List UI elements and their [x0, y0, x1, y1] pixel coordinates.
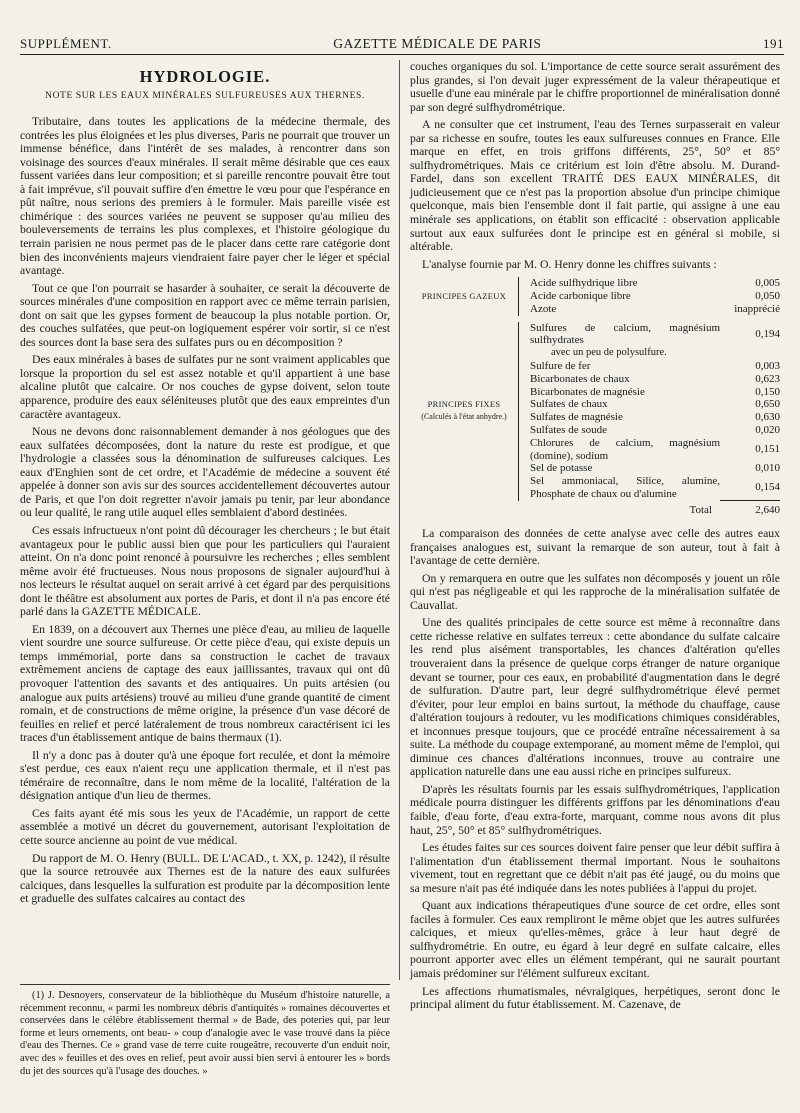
analysis-row-name: Sulfates de soude	[530, 423, 607, 436]
paragraph: En 1839, on a découvert aux Thernes une pièce d'eau, au milieu de laquelle vient sourdre une source sulfureuse. Or cette pièce d'eau, qui existe depuis un temps immémorial, porte dans sa construction le cachet de travaux extrêmement anciens de captage des eaux jaillissantes, travaux qui ont dû provoquer l'attention des savants et des antiquaires. Un puits artésien (ou analogue aux puits artésiens) trouvé au milieu d'une grande quantité de ciment romain, et de constructions de même origine, la présence d'un vase décoré de feuilles en relief et percé latéralement de trous nombreux caractérisent ici les traces d'un établissement antique de bains thermaux (1).	[20, 622, 390, 745]
analysis-row-name: Sulfures de calcium, magnésium sulfhydrates	[530, 321, 720, 347]
section-title: HYDROLOGIE.	[139, 67, 271, 86]
analysis-row-value: 0,630	[755, 411, 780, 424]
analysis-table	[410, 277, 780, 517]
analysis-row-name: Azote	[530, 302, 557, 315]
paragraph: Des eaux minérales à bases de sulfates pur ne sont vraiment applicables que lorsque la proportion du sel est assez notable et qu'il appartient à une base alcaline plutôt que calcaire. Or nos couches de gypse doivent, selon toute apparence, produire des eaux séléniteuses plutôt que des eaux empreintes d'un caractère avantageux.	[20, 353, 390, 421]
footnote-divider	[20, 984, 390, 985]
analysis-row-name: Bicarbonates de chaux	[530, 372, 630, 385]
analysis-row-value: 0,154	[755, 481, 780, 494]
footnote-text: (1) J. Desnoyers, conservateur de la bibliothèque du Muséum d'histoire naturelle, a récemment reconnu, « parmi les nombreux débris d'antiquités » romaines découvertes et conservées dans le célèbre établissement thermal » de Bade, des poteries qui, par leur forme et leurs ornements, ont beau- » coup d'analogie avec le vase trouvé dans la pièce d'eau des Thernes. Ce » grand vase de terre cuite rougeâtre, recouverte d'un enduit noir, avec des » feuilles et des oves en relief, peut avoir aussi bien servi à entourer les » bords du jet des sources qu'à l'usage des douches. »	[20, 990, 390, 1077]
paragraph: A ne consulter que cet instrument, l'eau des Ternes surpasserait en valeur par sa richesse en soufre, toutes les eaux sulfureuses connues en France. Elle marque en effet, en trois griffons différents, 25°, 50° et 85° sulfhydrométriques. Mais ce critérium est loin d'être absolu. M. Durand-Fardel, dans son excellent TRAITÉ DES EAUX MINÉRALES, dit judicieusement que ce n'est pas la proportion absolue d'un principe chimique quelconque, mais bien l'ensemble dont il fait partie, qui assigne à une eau minérale ses applications, on établit son efficacité : observation applicable surtout aux eaux sulfurées dont le principe est en général si mobile, si altérable.	[410, 118, 780, 254]
analysis-row-value: 0,623	[755, 372, 780, 385]
paragraph: Quant aux indications thérapeutiques d'une source de cet ordre, elles sont faciles à formuler. Ces eaux rempliront le même objet que les autres sulfurées calciques, et mieux qu'elles-mêmes, grâce à leur haut degré de sulfhydrométrie. En outre, eu égard à leur degré en sulfate calcaire, elles pourront apporter avec elles un élément tempérant, qui ne saurait pourtant jamais prédominer sur l'élément sulfureux excitant.	[410, 899, 780, 980]
analysis-row-value: 0,150	[755, 385, 780, 398]
header-journal-title: GAZETTE MÉDICALE DE PARIS	[333, 36, 542, 51]
left-column	[20, 60, 390, 910]
paragraph: On y remarquera en outre que les sulfates non décomposés y jouent un rôle qui n'est pas négligeable et qui les rapproche de la minéralisation sulfatée de Cauvallat.	[410, 571, 780, 612]
analysis-row-value: 0,650	[755, 398, 780, 411]
paragraph: Ces essais infructueux n'ont point dû décourager les chercheurs ; le but était avantageux pour le public aussi bien que pour les particuliers qui l'auraient atteint. On n'a donc point renoncé à poursuivre les recherches ; elles semblent même avoir été fructueuses. Nous nous proposons de signaler aujourd'hui à nos lecteurs le résultat auquel on serait arrivé à cet égard par des perquisitions dont le théâtre est absolument aux portes de Paris, et dont il n'a pas encore été parlé dans la GAZETTE MÉDICALE.	[20, 523, 390, 619]
right-column	[410, 60, 780, 1016]
brace	[519, 277, 528, 315]
analysis-row-name: avec un peu de polysulfure.	[551, 347, 667, 359]
paragraph: D'après les résultats fournis par les essais sulfhydrométriques, l'application médicale pourra distinguer les différents griffons par les dénominations d'eau faible, d'eau forte, d'eau extra-forte, marquant, comme nous avons dit plus haut, 25°, 50° et 85° sulfhydrométriques.	[410, 782, 780, 837]
analysis-row-name: Sel ammoniacal, Silice, alumine, Phosphate de chaux ou d'alumine	[530, 475, 720, 500]
analysis-row-name: Sulfure de fer	[530, 359, 591, 372]
total-value: 2,640	[720, 501, 780, 517]
analysis-row-value: 0,194	[755, 327, 780, 340]
paragraph: Nous ne devons donc raisonnablement demander à nos géologues que des eaux sulfatées décomposées, dont la nature du reste est prodigue, et que l'hydrologie a classées sous la dénomination de sulfureuses calciques. Les eaux d'Enghien sont de cet ordre, et l'Académie de médecine a souvent été appelée à donner son avis sur des sources accidentellement découvertes autour de Paris, et que l'on doit regretter n'avoir jamais pu tenir, par leur abondance ou leur qualité, le rang utile auquel elles semblaient d'abord destinées.	[20, 425, 390, 520]
paragraph: La comparaison des données de cette analyse avec celle des autres eaux françaises analogues est, suivant la remarque de son auteur, tout à fait à l'avantage de cette dernière.	[410, 527, 780, 568]
analysis-row-name: Acide sulfhydrique libre	[530, 277, 638, 290]
gaseous-label: PRINCIPES GAZEUX	[421, 291, 507, 301]
analysis-row-value: inapprécié	[734, 302, 780, 315]
total-label: Total	[689, 504, 712, 516]
analysis-row-value: 0,151	[755, 443, 780, 456]
analysis-row-name: Chlorures de calcium, magnésium (domine), sodium	[530, 436, 720, 462]
footnote	[20, 990, 390, 1078]
analysis-row-name: Sel de potasse	[530, 462, 593, 475]
paragraph: Ces faits ayant été mis sous les yeux de l'Académie, un rapport de cette assemblée a motivé un décret du gouvernement, autorisant l'exploitation de cette source ancienne au point de vue médical.	[20, 806, 390, 847]
paragraph: Une des qualités principales de cette source est même à reconnaître dans cette richesse relative en sulfates terreux : cette abondance du sulfate calcaire les rend plus aisément transportables, les chances d'altération qu'elles trouveraient dans la présence de quelque corps étranger de nature organique devant se tourner, pour ces eaux, en probabilité d'augmentation dans le degré de sulfuration. D'autre part, leur degré sulfhydrométrique élevé permet d'éviter, pour leur emploi en bains surtout, la méthode du chauffage, cause d'altération toujours à redouter, vu les modifications chimiques considérables, et inconnues presque toujours, que ce procédé entraîne nécessairement à sa suite. La méthode du coupage extemporané, au moment même de l'emploi, qui diminue ces chances d'altérations inconnues, trouve au contraire une application naturelle dans une eau aussi riche en principes sulfureux.	[410, 616, 780, 779]
analysis-row-name: Bicarbonates de magnésie	[530, 385, 645, 398]
brace	[519, 322, 528, 501]
fixed-note: (Calculés à l'état anhydre.)	[421, 412, 507, 422]
page-header	[20, 32, 784, 55]
paragraph: couches organiques du sol. L'importance de cette source serait assurément des plus grandes, si l'on devait juger expressément de la valeur thérapeutique et usuelle d'une eau minérale par le chiffre proportionnel de minéralisation donné par son degré sulfhydrométrique.	[410, 60, 780, 114]
fixed-label-cell	[410, 322, 519, 501]
analysis-row-value: 0,003	[755, 359, 780, 372]
paragraph: Il n'y a donc pas à douter qu'à une époque fort reculée, et dont la mémoire s'est perdue, ces eaux n'aient reçu une application thermale, et il n'est pas téméraire de reconnaître, dans le nom même de la localité, l'altération de la désignation antique d'un lieu de thermes.	[20, 748, 390, 803]
paragraph: L'analyse fournie par M. O. Henry donne les chiffres suivants :	[422, 257, 717, 271]
paragraph: Tout ce que l'on pourrait se hasarder à souhaiter, ce serait la découverte de sources minérales d'une composition en rapport avec ce même terrain parisien, dont on sait que les gypses forment de beaucoup la plus notable portion. Or, des couches sulfatées, que peut-on logiquement espérer voir sortir, si ce n'est des sources dont la base sera des sulfates purs ou en décomposition ?	[20, 281, 390, 349]
analysis-row-value: 0,010	[755, 462, 780, 475]
page-number: 191	[762, 36, 784, 51]
header-left: SUPPLÉMENT.	[20, 36, 112, 51]
paragraph: Tributaire, dans toutes les applications de la médecine thermale, des contrées les plus éloignées et les plus diverses, Paris ne pourrait que trouver un immense bénéfice, dans l'intérêt de ses malades, à rencontrer dans son voisinage des sources d'eaux minérales. Il serait même désirable que ces eaux fussent variées dans leur composition; et si pareille rencontre pouvait être tout à fait imprévue, s'il pouvait suffire d'en émettre le vœu pour que l'espérance en pût naître, nous serions des premiers à le formuler. Mais pareille visée est chimérique : des sources variées ne peuvent se supposer qu'au milieu des bouleversements de terrains les plus complexes, et l'histoire géologique du terrain parisien ne nous permet pas de le placer dans cette rare catégorie dont bien des inconvénients majeurs viendraient faire payer cher le léger et spécial avantage.	[20, 115, 390, 278]
analysis-row-value: 0,005	[755, 277, 780, 290]
article-title: NOTE SUR LES EAUX MINÉRALES SULFUREUSES AUX THERNES.	[45, 90, 365, 101]
analysis-row-value: 0,050	[755, 290, 780, 302]
analysis-row-name: Sulfates de chaux	[530, 398, 608, 411]
fixed-label: PRINCIPES FIXES	[427, 399, 501, 410]
column-divider	[399, 60, 400, 980]
analysis-row-name: Sulfates de magnésie	[530, 411, 623, 424]
analysis-row-name: Acide carbonique libre	[530, 290, 631, 302]
paragraph: Du rapport de M. O. Henry (BULL. DE L'ACAD., t. XX, p. 1242), il résulte que la source retrouvée aux Thernes est de la nature des eaux sulfurées calciques, dans lesquelles la sulfuration est produite par la décomposition lente et graduelle des sulfates calcaires au contact des	[20, 851, 390, 906]
analysis-row-value: 0,020	[755, 423, 780, 436]
paragraph: Les études faites sur ces sources doivent faire penser que leur débit suffira à l'alimentation d'un établissement thermal important. Nous le souhaitons vivement, tout en regrettant que ce débit n'ait pas été jaugé, ou du moins que sa mesure n'ait pas été indiquée dans les notes publiées à l'appui du projet.	[410, 841, 780, 895]
paragraph: Les affections rhumatismales, névralgiques, herpétiques, seront donc le principal aliment du futur établissement. M. Cazenave, de	[410, 984, 780, 1012]
analysis-row-value	[720, 347, 780, 360]
